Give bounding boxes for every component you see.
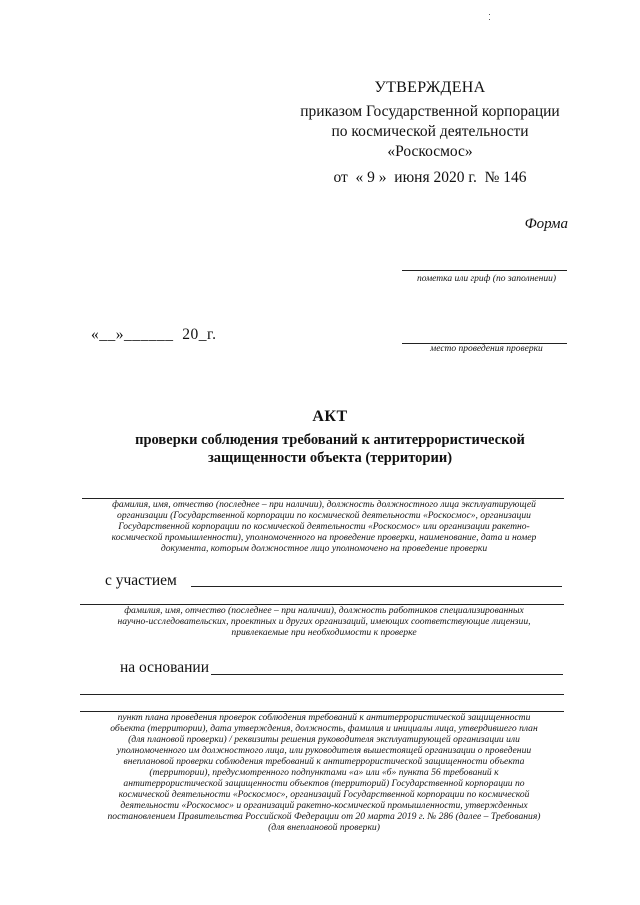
official-note-line: документа, которым должностное лицо уполномочено на проведение проверки	[160, 543, 488, 554]
approval-line-3: «Роскосмос»	[387, 143, 473, 160]
date-placeholder: «__»______ 20_г.	[91, 326, 217, 343]
participation-label: с участием	[105, 572, 177, 589]
basis-note-line: объекта (территории), дата утверждения, должность, фамилия и инициалы лица, утвердившего план	[110, 723, 538, 734]
form-label: Форма	[524, 216, 568, 232]
act-title: АКТ	[312, 408, 348, 425]
act-subtitle-line-2: защищенности объекта (территории)	[207, 450, 453, 466]
approval-title: УТВЕРЖДЕНА	[374, 79, 486, 96]
mark-line	[402, 270, 567, 271]
act-subtitle-line-1: проверки соблюдения требований к антитеррористической	[135, 432, 525, 448]
basis-note-line: космической деятельности «Роскосмос», организаций Государственной корпорации по космической	[118, 789, 530, 800]
act-subtitle	[60, 431, 600, 467]
basis-note-line: (территории), предусмотренного подпунктами «а» или «б» пункта 56 требований к	[149, 767, 499, 778]
approval-block	[280, 78, 580, 188]
basis-note-line: внеплановой проверки соблюдения требований к антитеррористической защищенности объекта	[123, 756, 525, 767]
official-note-line: организации (Государственной корпорации по космической деятельности «Роскосмос», организации	[117, 510, 531, 521]
basis-note-line: пункт плана проведения проверок соблюдения требований к антитеррористической защищенности	[117, 712, 531, 723]
approval-line-1: приказом Государственной корпорации	[300, 103, 560, 120]
participants-note-line: привлекаемые при необходимости к проверке	[231, 627, 417, 638]
basis-label: на основании	[120, 659, 209, 676]
mark-caption: пометка или гриф (по заполнении)	[416, 274, 557, 284]
approval-line-2: по космической деятельности	[331, 123, 529, 140]
basis-note-line: (для внеплановой проверки)	[268, 822, 380, 833]
approval-date-line: от « 9 » июня 2020 г. № 146	[333, 169, 527, 186]
participants-note	[70, 605, 578, 638]
scan-speck	[489, 19, 490, 20]
basis-note	[66, 712, 582, 833]
basis-line-1	[211, 674, 563, 675]
official-note-line: Государственной корпорации по космической деятельности «Роскосмос» или организации ракетно-	[118, 521, 530, 532]
basis-note-line: (для плановой проверки) / реквизиты решения руководителя эксплуатирующей организации или	[128, 734, 520, 745]
basis-note-line: постановлением Правительства Российской Федерации от 20 марта 2019 г. № 286 (далее – Требования)	[107, 811, 541, 822]
basis-note-line: деятельности «Роскосмос» и организаций ракетно-космической промышленности, утвержденных	[120, 800, 528, 811]
basis-line-2	[80, 694, 564, 695]
participants-note-line: научно-исследовательских, проектных и других организаций, имеющих соответствующие лицензии,	[117, 616, 531, 627]
official-note	[70, 499, 578, 554]
participants-note-line: фамилия, имя, отчество (последнее – при наличии), должность работников специализированных	[124, 605, 524, 616]
basis-note-line: антитеррористической защищенности объектов (территорий) Государственной корпорации по	[123, 778, 525, 789]
place-caption: место проведения проверки	[430, 344, 543, 354]
official-note-line: фамилия, имя, отчество (последнее – при наличии), должность должностного лица эксплуатирующей	[112, 499, 536, 510]
scan-speck	[489, 14, 490, 15]
official-note-line: космической промышленности), уполномоченного на проведение проверки, наименование, дата и номер	[111, 532, 537, 543]
participation-line-1	[191, 586, 562, 587]
basis-note-line: уполномоченного им должностного лица, или руководителя вышестоящей организации о проведении	[116, 745, 532, 756]
